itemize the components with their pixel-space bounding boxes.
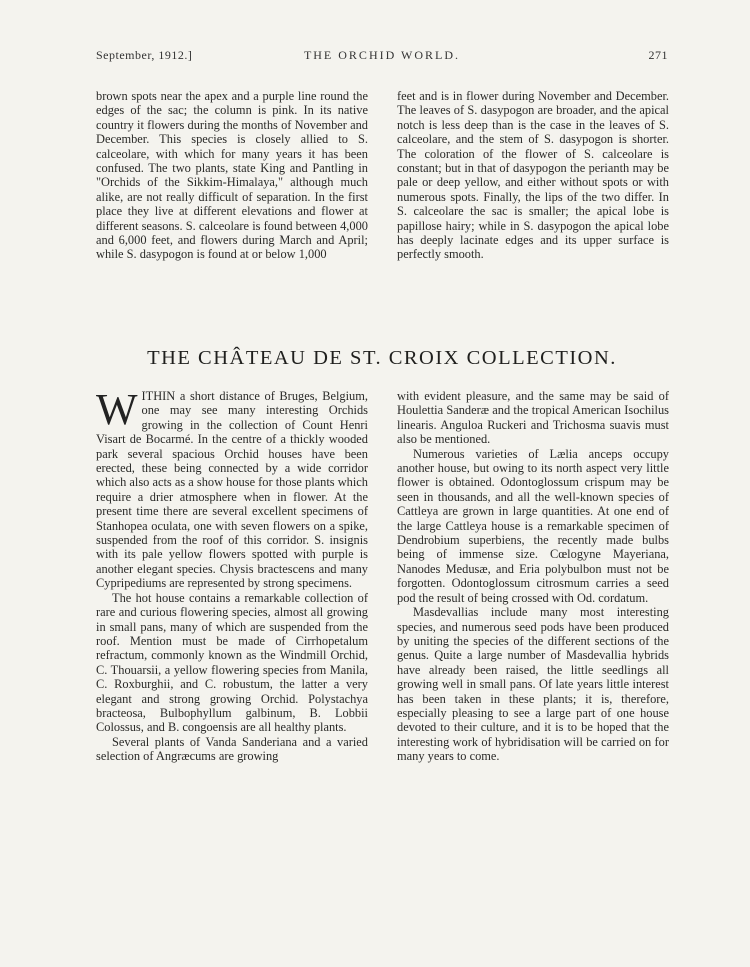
continued-text-right-column <box>397 89 669 262</box>
running-head <box>96 48 668 68</box>
drop-cap: W <box>96 385 138 434</box>
issue-date: September, 1912.] <box>96 48 193 62</box>
article-title: THE CHÂTEAU DE ST. CROIX COLLECTION. <box>147 347 617 369</box>
opening-text: ITHIN a short distance of Bruges, Belgium, one may see many interesting Orchids growing in the collection of Count Henri Visart de Bocarmé. In the centre of a thickly wooded park several spacious Orchid houses have been erected, these being connected by a wide corridor which also acts as a show house for those plants which require a drier atmosphere when in flower. At the present time there are several excellent specimens of Stanhopea oculata, one with seven flowers on a spike, suspended from the roof of this corridor. S. insignis with its pale yellow flowers spotted with purple is another elegant species. Chysis bractescens and many Cypripediums are represented by strong specimens. <box>96 389 368 591</box>
article-left-column <box>96 385 368 764</box>
article-paragraph: with evident pleasure, and the same may be said of Houlettia Sanderæ and the tropical American Isochilus linearis. Anguloa Ruckeri and Trichosma suavis must also be mentioned. <box>397 389 669 447</box>
article-paragraph: Several plants of Vanda Sanderiana and a varied selection of Angræcums are growing <box>96 734 368 764</box>
article-paragraph <box>96 385 368 591</box>
journal-title: THE ORCHID WORLD. <box>303 48 461 62</box>
continued-paragraph: feet and is in flower during November and December. The leaves of S. dasypogon are broader, and the apical notch is less deep than is the case in the leaves of S. calceolare, and the stem of S. dasypogon is shorter. The coloration of the flower of S. calceolare is constant; but in that of dasypogon the perianth may be pale or deep yellow, and either without spots or with numerous spots. Finally, the lips of the two differ. In S. calceolare the sac is smaller; the apical lobe is papillose hairy; while in S. dasypogon the apical lobe has deeply lacinate edges and its upper surface is perfectly smooth. <box>397 89 669 262</box>
continued-paragraph: brown spots near the apex and a purple line round the edges of the sac; the column is pink. In its native country it flowers during the months of November and December. This species is closely allied to S. calceolare, with which for many years it has been confused. The two plants, state King and Pantling in "Orchids of the Sikkim-Himalaya," although much alike, are not really difficult of separation. In the first place they live at different elevations and flower at different seasons. S. calceolare is found between 4,000 and 6,000 feet, and flowers during March and April; while S. dasypogon is found at or below 1,000 <box>96 89 368 262</box>
article-right-column <box>397 389 669 764</box>
article-paragraph: Numerous varieties of Lælia anceps occupy another house, but owing to its north aspect very little flower is obtained. Odontoglossum crispum may be seen in thousands, and all the well-known species of Cattleya are grown in large quantities. At one end of the large Cattleya house is a remarkable specimen of Dendrobium superbiens, the recently made bulbs being of immense size. Cœlogyne Mayeriana, Nanodes Medusæ, and Eria polybulbon must not be forgotten. Odontoglossum citrosmum carries a seed pod the result of being crossed with Od. cordatum. <box>397 446 669 605</box>
article-paragraph: The hot house contains a remarkable collection of rare and curious flowering species, almost all growing in small pans, many of which are suspended from the roof. Mention must be made of Cirrhopetalum refractum, commonly known as the Windmill Orchid, C. Thouarsii, a yellow flowering species from Manila, C. Roxburghii, and C. robustum, the latter a very elegant and strong growing Orchid. Polystachya bracteosa, Bulbophyllum galbinum, B. Lobbii Colossus, and B. congoensis are all healthy plants. <box>96 590 368 735</box>
article-paragraph: Masdevallias include many most interesting species, and numerous seed pods have been produced by uniting the species of the different sections of the genus. Quite a large number of Masdevallia hybrids have already been raised, the little seedlings all growing well in small pans. Of late years little interest has been taken in these plants; it is, therefore, especially pleasing to see a large part of one house devoted to their culture, and it is to be hoped that the interesting work of hybridisation will be carried on for many years to come. <box>397 605 669 764</box>
continued-text-left-column <box>96 89 368 262</box>
page-number: 271 <box>648 48 668 62</box>
